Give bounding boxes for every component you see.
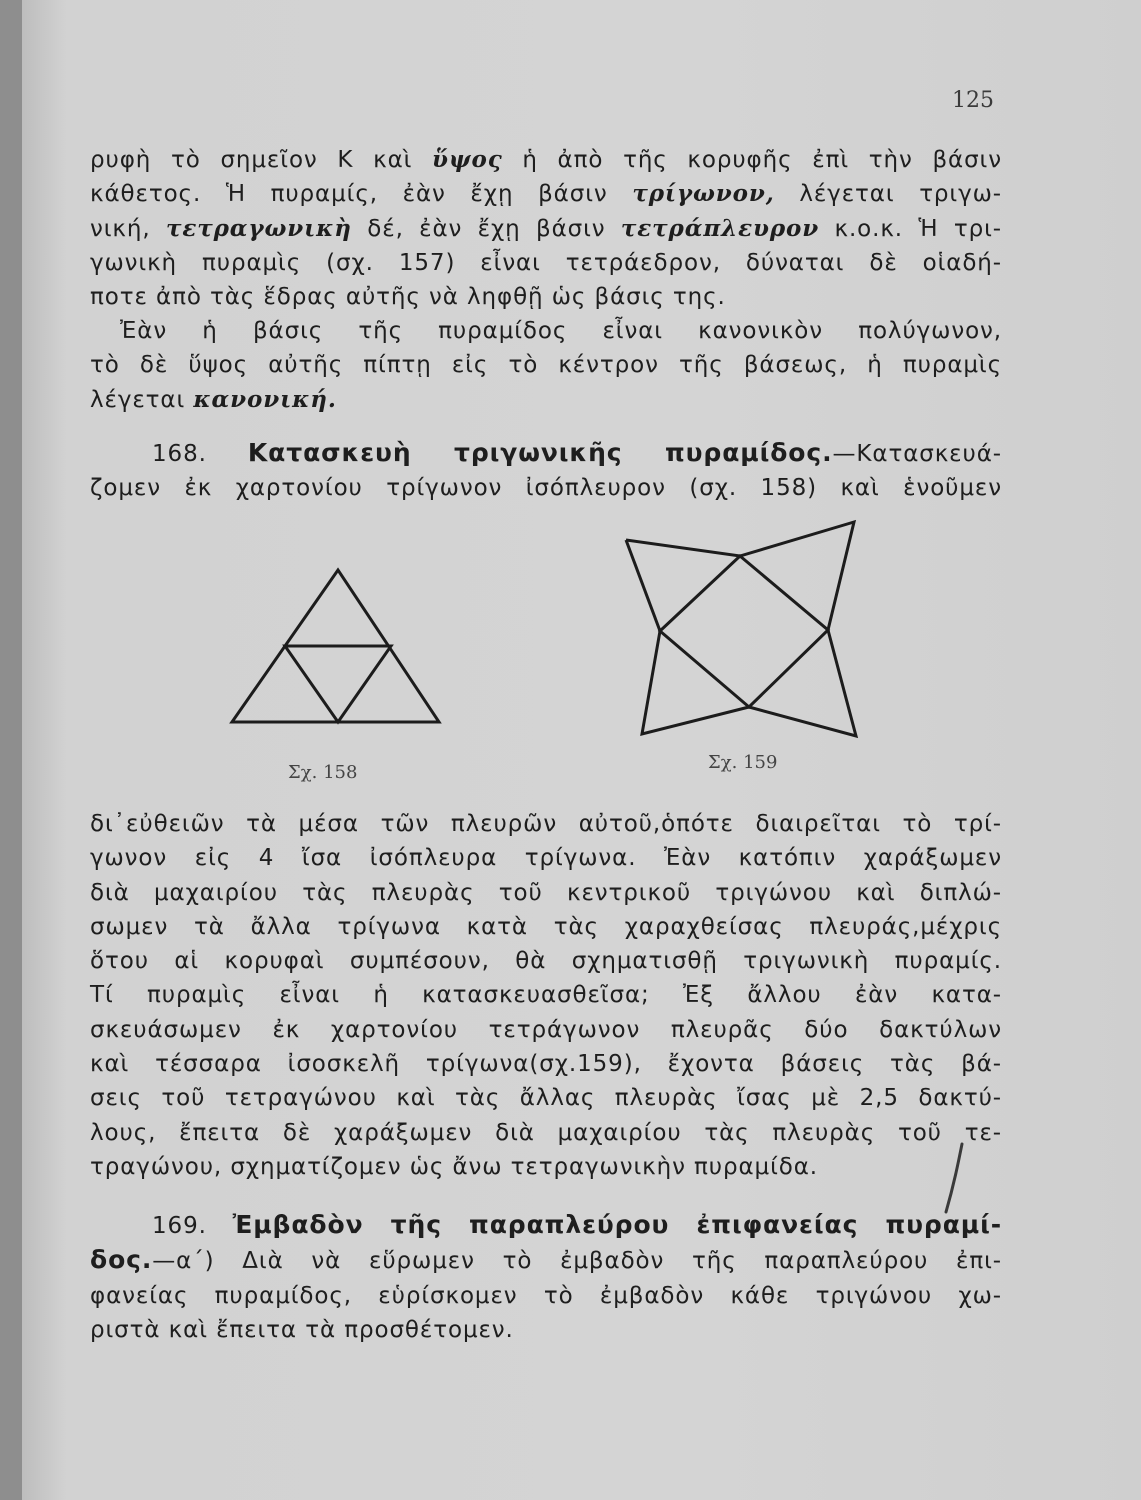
text-line: φανείας πυραμίδος, εὑρίσκομεν τὸ ἐμβαδὸν κάθε τριγώνου χω- (90, 1282, 1002, 1309)
emphasis-term: κανονική. (193, 385, 337, 413)
section-title-end: δος. (90, 1245, 153, 1275)
emphasis-term: ὕψος (432, 146, 503, 173)
text-line (90, 212, 1002, 246)
text-run: ρυφὴ τὸ σημεῖον Κ καὶ (90, 147, 433, 173)
text-line: διὰ μαχαιρίου τὰς πλευρὰς τοῦ κεντρικοῦ τριγώνου καὶ διπλώ- (90, 879, 1002, 906)
text-line: γωνικὴ πυραμὶς (σχ. 157) εἶναι τετράεδρον, δύναται δὲ οἱαδή- (90, 249, 1002, 276)
emphasis-term: τρίγωνον, (632, 180, 775, 208)
text-line: δι᾽εὐθειῶν τὰ μέσα τῶν πλευρῶν αὐτοῦ,ὁπότε διαιρεῖται τὸ τρί- (90, 811, 1002, 837)
text-line: καὶ τέσσαρα ἰσοσκελῆ τρίγωνα(σχ.159), ἔχοντα βάσεις τὰς βά- (90, 1051, 1002, 1078)
text-line: τραγώνου, σχηματίζομεν ὡς ἄνω τετραγωνικὴν πυραμίδα. (90, 1153, 819, 1180)
text-line: γωνον εἰς 4 ἴσα ἰσόπλευρα τρίγωνα. Ἐὰν κατόπιν χαράξωμεν (90, 845, 1002, 872)
text-run: νική, (90, 215, 166, 242)
figure-159-caption: Σχ. 159 (708, 752, 778, 773)
text-line (90, 1243, 1002, 1278)
text-run: λέγεται (90, 386, 194, 413)
section-title: Κατασκευὴ τριγωνικῆς πυραμίδος. (247, 438, 833, 467)
text-line: Ἐὰν ἡ βάσις τῆς πυραμίδος εἶναι κανονικὸν πολύγωνον, (120, 318, 1002, 344)
section-number: 169. (152, 1213, 207, 1239)
section-title: Ἐμβαδὸν τῆς παραπλεύρου ἐπιφανείας πυραμί- (232, 1210, 1002, 1239)
emphasis-term: τετράπλευρον (620, 214, 820, 242)
bottom-triangle (642, 631, 749, 734)
emphasis-term: τετραγωνικὴ (165, 214, 352, 242)
text-line: λους, ἔπειτα δὲ χαράξωμεν διὰ μαχαιρίου τὰς πλευρὰς τοῦ τε- (90, 1119, 1002, 1146)
text-run: λέγεται τριγω- (774, 181, 1002, 208)
text-run: κάθετος. Ἡ πυραμίς, ἐὰν ἔχῃ βάσιν (90, 181, 633, 208)
text-line: ὅτου αἱ κορυφαὶ συμπέσουν, θὰ σχηματισθῇ τριγωνικὴ πυραμίς. (90, 948, 1002, 975)
figure-159-square-net (620, 518, 865, 740)
page-number: 125 (952, 88, 994, 113)
text-run: δέ, ἐὰν ἔχῃ βάσιν (351, 215, 621, 242)
text-line: ριστὰ καὶ ἔπειτα τὰ προσθέτομεν. (90, 1316, 514, 1343)
square-base (660, 556, 828, 707)
book-edge (0, 0, 22, 1500)
text-run: —α΄) Διὰ νὰ εὕρωμεν τὸ ἐμβαδὸν τῆς παραπλεύρου ἐπι- (152, 1248, 1002, 1275)
text-line (90, 383, 1002, 417)
text-line: ζομεν ἐκ χαρτονίου τρίγωνον ἰσόπλευρον (σχ. 158) καὶ ἑνοῦμεν (90, 475, 1002, 502)
left-triangle-edge (626, 540, 660, 631)
text-line: Τί πυραμὶς εἶναι ἡ κατασκευασθεῖσα; Ἐξ ἄλλου ἐὰν κατα- (90, 982, 1002, 1009)
text-line: σεις τοῦ τετραγώνου καὶ τὰς ἄλλας πλευρὰς ἴσας μὲ 2,5 δακτύ- (90, 1085, 1002, 1112)
section-heading-line (90, 1208, 1002, 1243)
text-run: κ.ο.κ. Ἡ τρι- (819, 215, 1002, 242)
text-line: σκευάσωμεν ἐκ χαρτονίου τετράγωνον πλευρᾶς δύο δακτύλων (90, 1016, 1002, 1043)
right-triangle (749, 630, 856, 736)
figure-158-caption: Σχ. 158 (288, 762, 358, 783)
inner-triangle (285, 646, 391, 722)
paragraph-3 (90, 807, 1002, 1184)
text-line (90, 143, 1002, 177)
text-run: ἡ ἀπὸ τῆς κορυφῆς ἐπὶ τὴν βάσιν (502, 147, 1002, 173)
section-168 (90, 436, 1002, 506)
section-heading-line (90, 436, 1002, 471)
section-169 (90, 1208, 1002, 1347)
text-line (90, 177, 1002, 211)
figure-158-triangle (228, 566, 443, 728)
text-line: ποτε ἀπὸ τὰς ἕδρας αὐτῆς νὰ ληφθῇ ὡς βάσις της. (90, 284, 726, 311)
paragraph-2 (90, 314, 1002, 417)
paragraph-1 (90, 143, 1002, 314)
text-line: σωμεν τὰ ἄλλα τρίγωνα κατὰ τὰς χαραχθείσας πλευράς,μέχρις (90, 913, 1002, 940)
section-number: 168. (152, 441, 207, 467)
text-run: —Κατασκευά- (832, 441, 1002, 467)
text-line: τὸ δὲ ὕψος αὐτῆς πίπτῃ εἰς τὸ κέντρον τῆς βάσεως, ἡ πυραμὶς (90, 352, 1002, 379)
top-triangles (626, 522, 854, 630)
